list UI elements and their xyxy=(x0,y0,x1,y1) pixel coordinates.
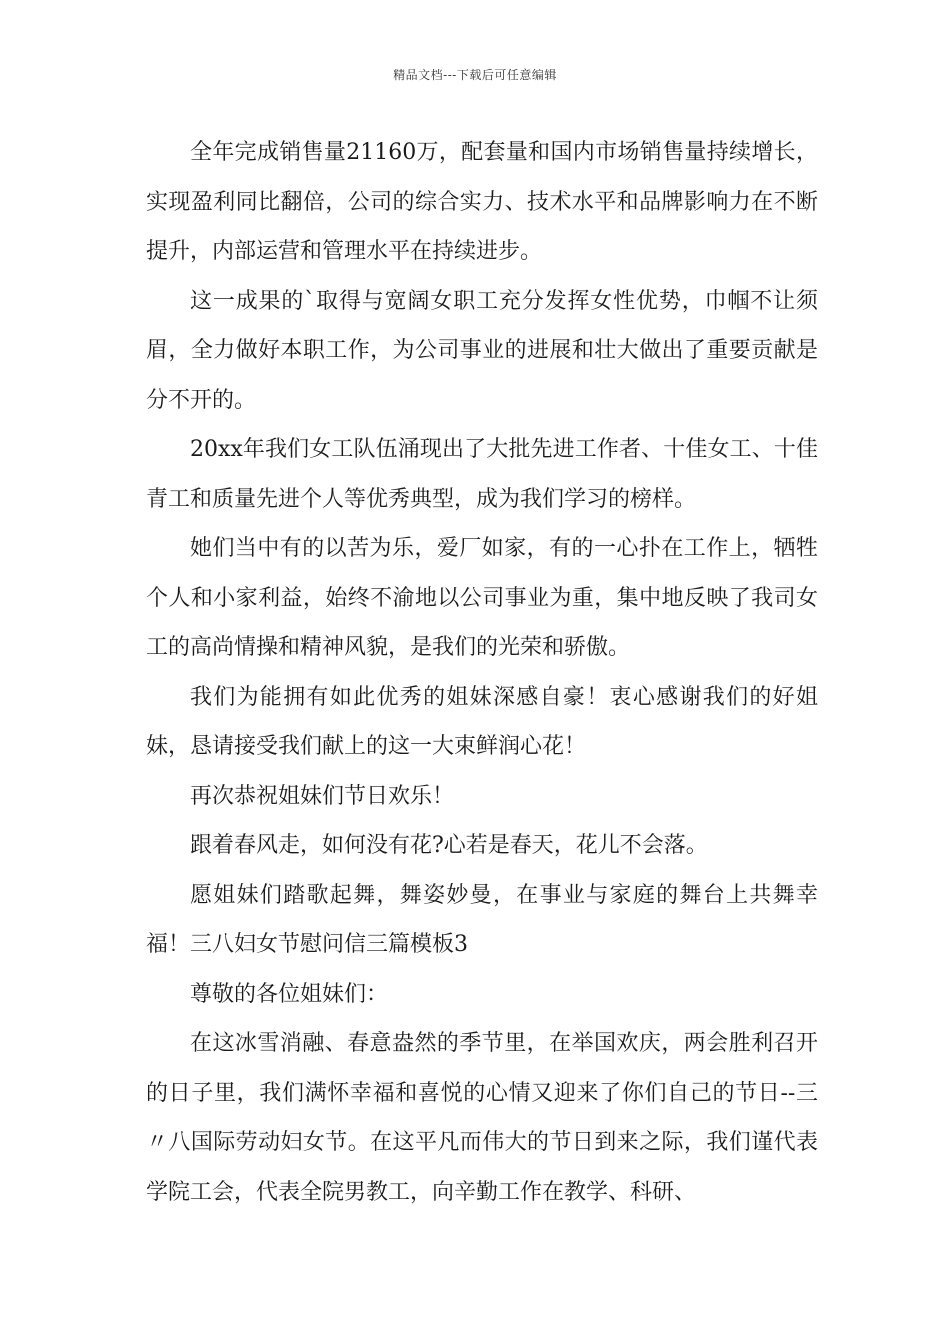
paragraph-salutation: 尊敬的各位姐妹们： xyxy=(190,981,389,1007)
page-header: 精品文档---下载后可任意编辑 xyxy=(393,68,557,82)
paragraph-achievement: 这一成果的`取得与宽阔女职工充分发挥女性优势，巾帼不让须眉，全力做好本职工作，为公司事业的进展和壮大做出了重要贡献是分不开的。 xyxy=(146,288,818,413)
paragraph-greeting: 再次恭祝姐妹们节日欢乐！ xyxy=(190,783,455,809)
paragraph-role-models: 20xx年我们女工队伍涌现出了大批先进工作者、十佳女工、十佳青工和质量先进个人等优秀典型，成为我们学习的榜样。 xyxy=(146,437,818,512)
paragraph-wishes: 愿姐妹们踏歌起舞，舞姿妙曼，在事业与家庭的舞台上共舞幸福！三八妇女节慰问信三篇模板3 xyxy=(146,882,818,957)
paragraph-spring-verse: 跟着春风走，如何没有花?心若是春天，花儿不会落。 xyxy=(190,833,708,858)
paragraph-gratitude: 我们为能拥有如此优秀的姐妹深感自豪！衷心感谢我们的好姐妹，恳请接受我们献上的这一大束鲜润心花！ xyxy=(146,684,818,759)
paragraph-dedication: 她们当中有的以苦为乐，爱厂如家，有的一心扑在工作上，牺牲个人和小家利益，始终不渝地以公司事业为重，集中地反映了我司女工的高尚情操和精神风貌，是我们的光荣和骄傲。 xyxy=(146,536,818,660)
paragraph-festival-intro: 在这冰雪消融、春意盎然的季节里，在举国欢庆，两会胜利召开的日子里，我们满怀幸福和喜悦的心情又迎来了你们自己的节日--三〃八国际劳动妇女节。在这平凡而伟大的节日到来之际，我们谨代表学院工会，代表全院男教工，向辛勤工作在教学、科研、 xyxy=(146,1031,818,1205)
document-body xyxy=(146,128,818,1217)
paragraph-sales-results: 全年完成销售量21160万，配套量和国内市场销售量持续增长，实现盈利同比翻倍，公司的综合实力、技术水平和品牌影响力在不断提升，内部运营和管理水平在持续进步。 xyxy=(146,140,818,264)
